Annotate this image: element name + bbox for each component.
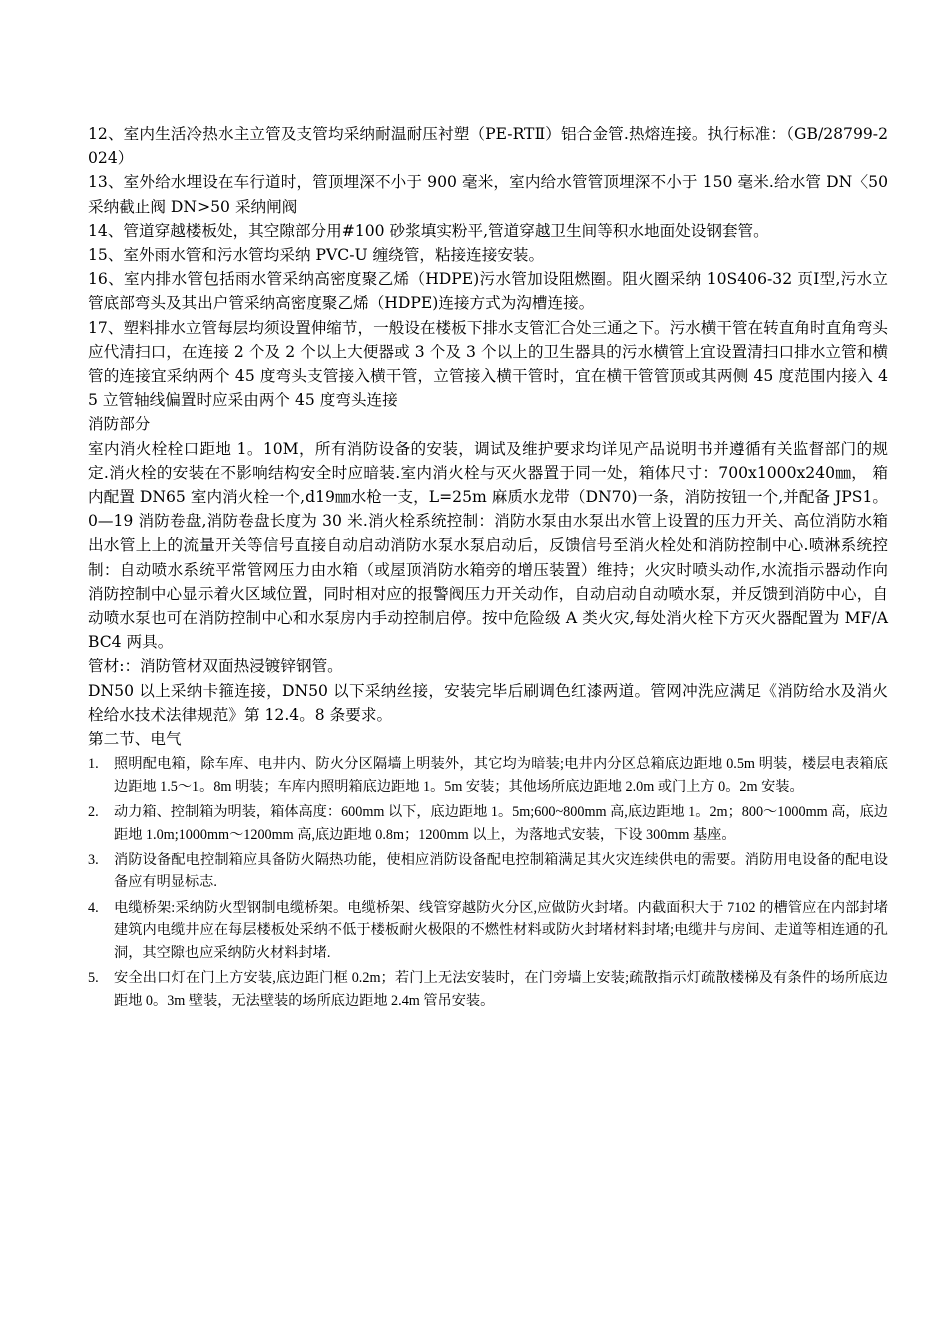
list-item: [88, 753, 888, 798]
paragraph-item-12: 12、室内生活冷热水主立管及支管均采纳耐温耐压衬塑（PE-RTⅡ）铝合金管.热熔连接。执行标准：（GB/28799-2024）: [88, 125, 888, 168]
paragraph-item-13: 13、室外给水埋设在车行道时，管顶埋深不小于 900 毫米，室内给水管管顶埋深不小于 150 毫米.给水管 DN〈50 采纳截止阀 DN>50 采纳闸阀: [88, 173, 888, 216]
fire-hydrant-paragraph: 室内消火栓栓口距地 1。10M，所有消防设备的安装，调试及维护要求均详见产品说明书并遵循有关监督部门的规定.消火栓的安装在不影响结构安全时应暗装.室内消火栓与灭火器置于同一处，箱体尺寸：700x1000x240㎜， 箱内配置 DN65 室内消火栓一个,d19㎜水枪一支，L=25m 麻质水龙带（DN70)一条，消防按钮一个,并配备 JPS1。0—19 消防卷盘,消防卷盘长度为 30 米.消火栓系统控制：消防水泵由水泵出水管上设置的压力开关、高位消防水箱出水管上上的流量开关等信号直接自动启动消防水泵水泵启动后，反馈信号至消火栓处和消防控制中心.喷淋系统控制：自动喷水系统平常管网压力由水箱（或屋顶消防水箱旁的增压装置）维持；火灾时喷头动作,水流指示器动作向消防控制中心显示着火区域位置，同时相对应的报警阀压力开关动作，自动启动自动喷水泵，并反馈到消防中心，自动喷水泵也可在消防控制中心和水泵房内手动控制启停。按中危险级 A 类火灾,每处消火栓下方灭火器配置为 MF/ABC4 两具。: [88, 439, 888, 652]
section-heading-electrical: 第二节、电气: [88, 730, 182, 749]
list-number: 2.: [88, 804, 99, 821]
electrical-list: [88, 753, 888, 1012]
paragraph-item-16: 16、室内排水管包括雨水管采纳高密度聚乙烯（HDPE)污水管加设阻燃圈。阻火圈采纳 10S406-32 页Ⅰ型,污水立管底部弯头及其出户管采纳高密度聚乙烯（HDPE)连接方式为沟槽连接。: [88, 270, 888, 313]
list-text: 动力箱、控制箱为明装，箱体高度：600mm 以下，底边距地 1。5m;600~800mm 高,底边距地 1。2m；800～1000mm 高，底边距地 1.0m;1000mm～1200mm 高,底边距地 0.8m；1200mm 以上，为落地式安装，下设 300mm 基座。: [114, 804, 888, 843]
document-page: [88, 122, 888, 1015]
section-heading-fire: 消防部分: [88, 415, 151, 434]
pipe-connection-paragraph: DN50 以上采纳卡箍连接，DN50 以下采纳丝接，安装完毕后刷调色红漆两道。管网冲洗应满足《消防给水及消火栓给水技术法律规范》第 12.4。8 条要求。: [88, 681, 888, 724]
paragraph-item-15: 15、室外雨水管和污水管均采纳 PVC-U 缠绕管，粘接连接安装。: [88, 246, 545, 265]
list-number: 5.: [88, 970, 99, 986]
pipe-material-paragraph: 管材:：消防管材双面热浸镀锌钢管。: [88, 657, 343, 676]
list-text: 安全出口灯在门上方安装,底边距门框 0.2m；若门上无法安装时，在门旁墙上安装;疏散指示灯疏散楼梯及有条件的场所底边距地 0。3m 壁装，无法壁装的场所底边距地 2.4m 管吊安装。: [114, 970, 888, 1009]
list-item: [88, 801, 888, 846]
list-text: 电缆桥架:采纳防火型钢制电缆桥架。电缆桥架、线管穿越防火分区,应做防火封堵。内截面积大于 7102 的槽管应在内部封堵建筑内电缆井应在每层楼板处采纳不低于楼板耐火极限的不燃性材料或防火封堵材料封堵;电缆井与房间、走道等相连通的孔洞，其空隙也应采纳防火材料封堵.: [114, 899, 888, 961]
list-text: 照明配电箱，除车库、电井内、防火分区隔墙上明装外，其它均为暗装;电井内分区总箱底边距地 0.5m 明装，楼层电表箱底边距地 1.5～1。8m 明装；车库内照明箱底边距地 1。5m 安装；其他场所底边距地 2.0m 或门上方 0。2m 安装。: [114, 756, 888, 795]
paragraph-item-14: 14、管道穿越楼板处，其空隙部分用#100 砂浆填实粉平,管道穿越卫生间等积水地面处设钢套管。: [88, 221, 769, 240]
list-item: [88, 897, 888, 965]
list-item: [88, 967, 888, 1012]
list-number: 1.: [88, 756, 99, 773]
list-number: 4.: [88, 899, 99, 916]
list-text: 消防设备配电控制箱应具备防火隔热功能，使相应消防设备配电控制箱满足其火灾连续供电的需要。消防用电设备的配电设备应有明显标志.: [114, 851, 888, 891]
list-number: 3.: [88, 851, 99, 868]
list-item: [88, 849, 888, 894]
paragraph-item-17: 17、塑料排水立管每层均须设置伸缩节，一般设在楼板下排水支管汇合处三通之下。污水横干管在转直角时直角弯头应代清扫口，在连接 2 个及 2 个以上大便器或 3 个及 3 个以上的卫生器具的污水横管上宜设置清扫口排水立管和横管的连接宜采纳两个 45 度弯头支管接入横干管，立管接入横干管时，宜在横干管管顶或其两侧 45 度范围内接入 45 立管轴线偏置时应采由两个 45 度弯头连接: [88, 318, 888, 410]
